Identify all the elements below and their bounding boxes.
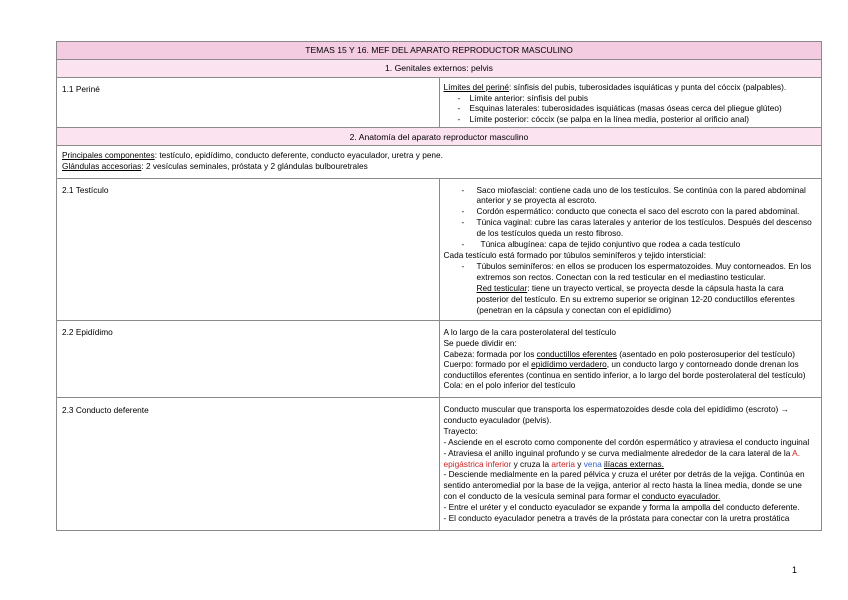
eyaculador-term: conducto eyaculador. [641,491,721,502]
glands-line [62,161,817,172]
document-title: TEMAS 15 Y 16. MEF DEL APARATO REPRODUCTOR MASCULINO [57,42,822,60]
perine-item: - Límite anterior: sínfisis del pubis [444,93,818,104]
arteries-text: - Atraviesa el anillo inguinal profundo y se curva medialmente alrededor de la cara lateral de la [443,447,793,458]
testiculo-item: - Cordón espermático: conducto que conecta el saco del escroto con la pared abdominal. [444,206,818,217]
perine-lead [444,82,818,93]
testiculo-item: - Saco miofascial: contiene cada uno de los testículos. Se continúa con la pared abdominal anterior y se proyecta al escroto. [444,185,818,207]
perine-item: - Esquinas laterales: tuberosidades isquiáticas (masas óseas cerca del pliegue glúteo) [444,103,818,114]
deferente-line: Trayecto: [443,425,478,436]
document-page [56,41,822,531]
perine-content [439,78,822,128]
cuerpo-rest: , un conducto largo y contorneado donde drenan los conductillos eferentes (continua en sentido inferior, a lo largo del borde posterolateral del testículo) [443,359,806,380]
cuerpo-term: epidídimo verdadero [531,359,607,370]
row-label-epididimo: 2.2 Epidídimo [57,321,440,398]
notes-table [56,41,822,531]
cabeza-text: Cabeza: formada por los [443,348,537,359]
descends-text: - Desciende medialmente en la pared pélvica y cruza el uréter por detrás de la vejiga. Continúa en sentido anteromedial por la base de la vejiga, anterior al recto hasta la línea media, donde se une con el conducto de la vesícula seminal para formar el [443,469,805,502]
epididimo-cuerpo [444,359,818,380]
components-text: : testículo, epidídimo, conducto deferente, conducto eyaculador, uretra y pene. [154,150,443,161]
red-testicular-term: Red testicular [476,282,528,293]
testiculo-item: - Túnica albugínea: capa de tejido conjuntivo que rodea a cada testículo [444,239,818,250]
section-heading-genitales: 1. Genitales externos: pelvis [57,60,822,78]
vein-term: vena [583,458,602,469]
deferente-line: - Asciende en el escroto como componente del cordón espermático y atraviesa el conducto inguinal [443,436,810,447]
perine-lead-text: : sínfisis del pubis, tuberosidades isquiáticas y punta del cóccix (palpables). [509,82,787,92]
row-label-deferente: 2.3 Conducto deferente [57,398,440,531]
glands-term: Glándulas accesorias [62,160,142,171]
section-heading-anatomia: 2. Anatomía del aparato reproductor masculino [57,128,822,146]
deferente-line-descends [444,469,818,502]
epididimo-line: A lo largo de la cara posterolateral del testículo [443,327,616,338]
epididimo-content [439,321,822,398]
perine-item: - Límite posterior: cóccix (se palpa en la línea media, posterior al orificio anal) [444,114,818,125]
deferente-line: - Entre el uréter y el conducto eyaculador se expande y forma la ampolla del conducto deferente. [443,502,800,513]
testiculo-formed: Cada testículo está formado por túbulos seminíferos y tejido intersticial: [443,250,706,260]
cabeza-term: conductillos eferentes [536,348,617,359]
deferente-content [439,398,822,531]
deferente-line-arteries [444,448,818,470]
arteries-text: y [574,458,584,469]
iliac-term: ilíacas externas. [604,458,664,469]
artery-term: arteria [551,458,575,469]
cuerpo-text: Cuerpo: formado por el [443,359,532,370]
deferente-line: Conducto muscular que transporta los espermatozoides desde cola del epidídimo (escroto) → conducto eyaculador (pelvis). [443,404,789,425]
row-label-perine: 1.1 Periné [57,78,440,128]
deferente-line: - El conducto eyaculador penetra a través de la próstata para conectar con la uretra prostática [443,513,790,524]
perine-lead-term: Límites del periné [443,82,509,92]
page-number: 1 [792,565,798,575]
glands-text: : 2 vesículas seminales, próstata y 2 glándulas bulbouretrales [141,160,368,171]
epididimo-cola: Cola: en el polo inferior del testículo [443,380,576,391]
red-testicular-text: : tiene un trayecto vertical, se proyecta desde la cápsula hasta la cara posterior del testículo. En su extremo superior se originan 12-20 conductillos eferentes (penetran en la cápsula y conectan con el epidídimo) [476,282,795,315]
epididimo-line: Se puede dividir en: [443,338,517,349]
arteries-text: y cruza la [511,458,552,469]
tubulos-item: - Túbulos seminíferos: en ellos se producen los espermatozoides. Muy contorneados. En los extremos son rectos. Conectan con la red testicular en el mediastino testicular. [444,261,818,283]
epigastric-artery-term: A. epigástrica inferior [443,447,801,469]
components-line [62,150,817,161]
cabeza-rest: (asentado en polo posterosuperior del testículo) [616,348,795,359]
row-label-testiculo: 2.1 Testículo [57,178,440,321]
red-testicular-item [444,283,818,316]
epididimo-cabeza [444,349,818,360]
components-term: Principales componentes [62,150,155,161]
components-content [57,146,822,178]
testiculo-item: - Túnica vaginal: cubre las caras laterales y anterior de los testículos. Después del descenso de los testículos queda un resto fibroso. [444,217,818,239]
testiculo-content [439,178,822,321]
